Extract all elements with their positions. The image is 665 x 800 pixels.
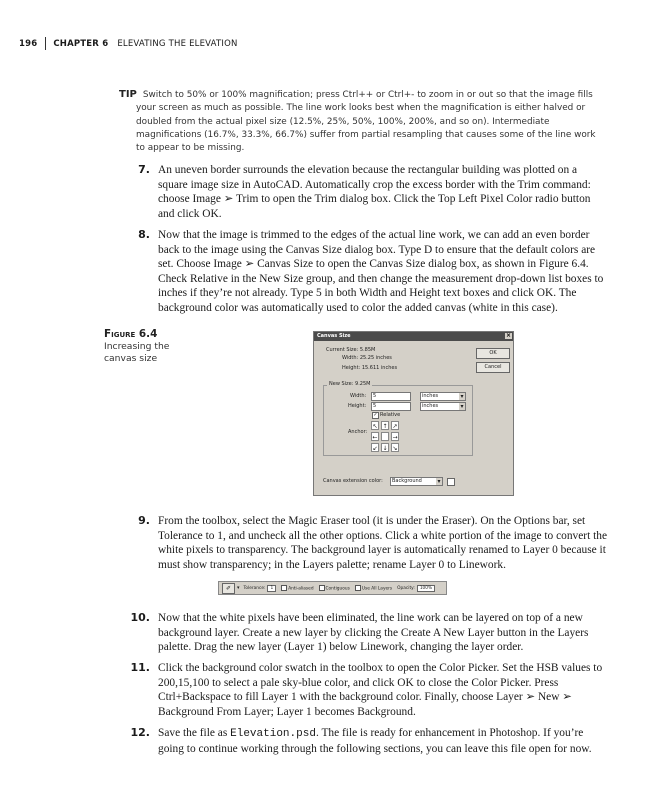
- new-size-label: New Size: 9.25M: [329, 381, 371, 387]
- filename: Elevation.psd: [230, 728, 316, 740]
- new-width-label: Width:: [350, 393, 367, 399]
- extension-color-label: Canvas extension color:: [323, 478, 383, 484]
- dialog-title-bar: Canvas Size ×: [314, 332, 513, 341]
- step-7: 7. An uneven border surrounds the elevation because the rectangular building was plotted on a square image size in AutoCAD. Automatically crop the excess border with the Trim command: choose Image ➢ Trim to open the Trim dialog box. Click the Top Left Pixel Color radio button and click OK.: [128, 163, 608, 221]
- options-bar: ✐ ▾ Tolerance: 1 Anti-aliased Contiguous Use All Layers Opacity: 100%: [218, 581, 447, 595]
- relative-label: Relative: [380, 412, 401, 418]
- width-input[interactable]: 5: [371, 392, 411, 401]
- figure-label: Figure 6.4: [104, 328, 158, 340]
- anchor-cell[interactable]: →: [392, 434, 398, 441]
- anchor-cell[interactable]: ↖: [372, 423, 378, 430]
- extension-color-select[interactable]: Background ▾: [390, 477, 443, 486]
- step-text: Now that the white pixels have been eliminated, the line work can be layered on top of a new background layer. Create a new layer by clicking the Create A New Layer button in the Layers palette. Drag the new layer (Layer 1) below Linework, changing the layer order.: [158, 612, 589, 654]
- step-text: Now that the image is trimmed to the edges of the actual line work, we can add an even border back to the image using the Canvas Size dialog box. Type D to ensure that the default colors are set. Choose Image ➢ Canvas Size to open the Canvas Size dialog box, as shown in Figure 6.4. Check Relative in the New Size group, and then change the measurement drop-down list boxes to inches if they’re not already. Type 5 in both Width and Height text boxes and click OK. The background color was automatically used to color the added canvas (white in this case).: [158, 229, 604, 314]
- running-header: [19, 37, 238, 50]
- anchor-cell[interactable]: ↓: [382, 445, 388, 452]
- current-size: Current Size: 5.85M: [326, 347, 376, 353]
- step-text: From the toolbox, select the Magic Eraser tool (it is under the Eraser). On the Options bar, set Tolerance to 1, and uncheck all the other options. Click a white portion of the image to convert the white pixels to transparency. The background layer is automatically renamed to Layer 0 because it must show transparency; in the Layers palette; rename Layer 0 to Linework.: [158, 515, 607, 571]
- header-divider: [45, 37, 46, 50]
- anchor-cell[interactable]: [381, 432, 389, 441]
- height-unit-select[interactable]: inches ▾: [420, 402, 466, 411]
- step-8: 8. Now that the image is trimmed to the edges of the actual line work, we can add an even border back to the image using the Canvas Size dialog box. Type D to ensure that the default colors are set. Choose Image ➢ Canvas Size to open the Canvas Size dialog box, as shown in Figure 6.4. Check Relative in the New Size group, and then change the measurement drop-down list boxes to inches if they’re not already. Type 5 in both Width and Height text boxes and click OK. The background color was automatically used to color the added canvas (white in this case).: [128, 228, 608, 316]
- step-text: Save the file as Elevation.psd. The file is ready for enhancement in Photoshop. If you’re going to continue working through the following sections, you can leave this file open for now.: [158, 727, 592, 755]
- close-icon[interactable]: ×: [505, 332, 512, 339]
- relative-checkbox[interactable]: ✓: [373, 412, 378, 418]
- height-input[interactable]: 5: [371, 402, 411, 411]
- tip-box: [119, 88, 597, 155]
- ok-button[interactable]: OK: [476, 348, 510, 359]
- chapter-title: ELEVATING THE ELEVATION: [117, 38, 238, 49]
- tolerance-input[interactable]: 1: [267, 585, 276, 592]
- anchor-cell[interactable]: ↙: [372, 445, 378, 452]
- page-number: 196: [19, 38, 38, 49]
- anchor-cell[interactable]: ↗: [392, 423, 398, 430]
- anchor-cell[interactable]: ←: [372, 434, 378, 441]
- step-10: 10. Now that the white pixels have been eliminated, the line work can be layered on top of a new background layer. Create a new layer by clicking the Create A New Layer button in the Layers palette. Drag the new layer (Layer 1) below Linework, changing the layer order.: [128, 611, 608, 655]
- magic-eraser-icon[interactable]: ✐: [222, 583, 235, 594]
- current-height: Height: 15.611 inches: [342, 365, 398, 371]
- chevron-down-icon[interactable]: ▾: [237, 585, 240, 591]
- step-12: 12. Save the file as Elevation.psd. The file is ready for enhancement in Photoshop. If you’re going to continue working through the following sections, you can leave this file open for now.: [128, 726, 608, 756]
- new-height-label: Height:: [348, 403, 367, 409]
- figure-caption: Figure 6.4 Increasing the canvas size: [104, 328, 170, 364]
- cancel-button[interactable]: Cancel: [476, 362, 510, 373]
- canvas-size-dialog: [313, 331, 514, 496]
- anchor-label: Anchor:: [348, 429, 368, 435]
- opacity-input[interactable]: 100%: [417, 585, 435, 592]
- chapter-number: CHAPTER 6: [53, 38, 109, 49]
- step-text: Click the background color swatch in the toolbox to open the Color Picker. Set the HSB values to 200,15,100 to select a pale sky-blue color, and click OK to close the Color Picker. Press Ctrl+Backspace to fill Layer 1 with the background color. Finally, choose Layer ➢ New ➢ Background From Layer; Layer 1 becomes Background.: [158, 662, 603, 718]
- contiguous-option[interactable]: Contiguous: [319, 585, 350, 592]
- antialiased-option[interactable]: Anti-aliased: [281, 585, 313, 592]
- tip-label: TIP: [119, 89, 137, 100]
- step-9: 9. From the toolbox, select the Magic Eraser tool (it is under the Eraser). On the Options bar, set Tolerance to 1, and uncheck all the other options. Click a white portion of the image to convert the white pixels to transparency. The background layer is automatically renamed to Layer 0 because it must show transparency; in the Layers palette; rename Layer 0 to Linework.: [138, 514, 607, 571]
- anchor-grid[interactable]: [371, 421, 399, 452]
- step-text: An uneven border surrounds the elevation because the rectangular building was plotted on a square image size in AutoCAD. Automatically crop the excess border with the Trim command: choose Image ➢ Trim to open the Trim dialog box. Click the Top Left Pixel Color radio button and click OK.: [158, 164, 591, 220]
- use-all-layers-option[interactable]: Use All Layers: [355, 585, 392, 592]
- color-swatch[interactable]: [447, 478, 455, 486]
- width-unit-select[interactable]: inches ▾: [420, 392, 466, 401]
- tip-text: Switch to 50% or 100% magnification; press Ctrl++ or Ctrl+- to zoom in or out so that the image fills your screen as much as possible. The line work looks best when the magnification is either halved or doubled from the actual pixel size (12.5%, 25%, 50%, 100%, 200%, and so on). Intermediate magnifications (16.7%, 33.3%, 66.7%) suffer from partial resampling that causes some of the line work to appear to be missing.: [136, 90, 596, 154]
- anchor-cell[interactable]: ↑: [382, 423, 388, 430]
- current-width: Width: 25.25 inches: [342, 355, 392, 361]
- step-11: 11. Click the background color swatch in the toolbox to open the Color Picker. Set the HSB values to 200,15,100 to select a pale sky-blue color, and click OK to close the Color Picker. Press Ctrl+Backspace to fill Layer 1 with the background color. Finally, choose Layer ➢ New ➢ Background From Layer; Layer 1 becomes Background.: [128, 661, 608, 719]
- anchor-cell[interactable]: ↘: [392, 445, 398, 452]
